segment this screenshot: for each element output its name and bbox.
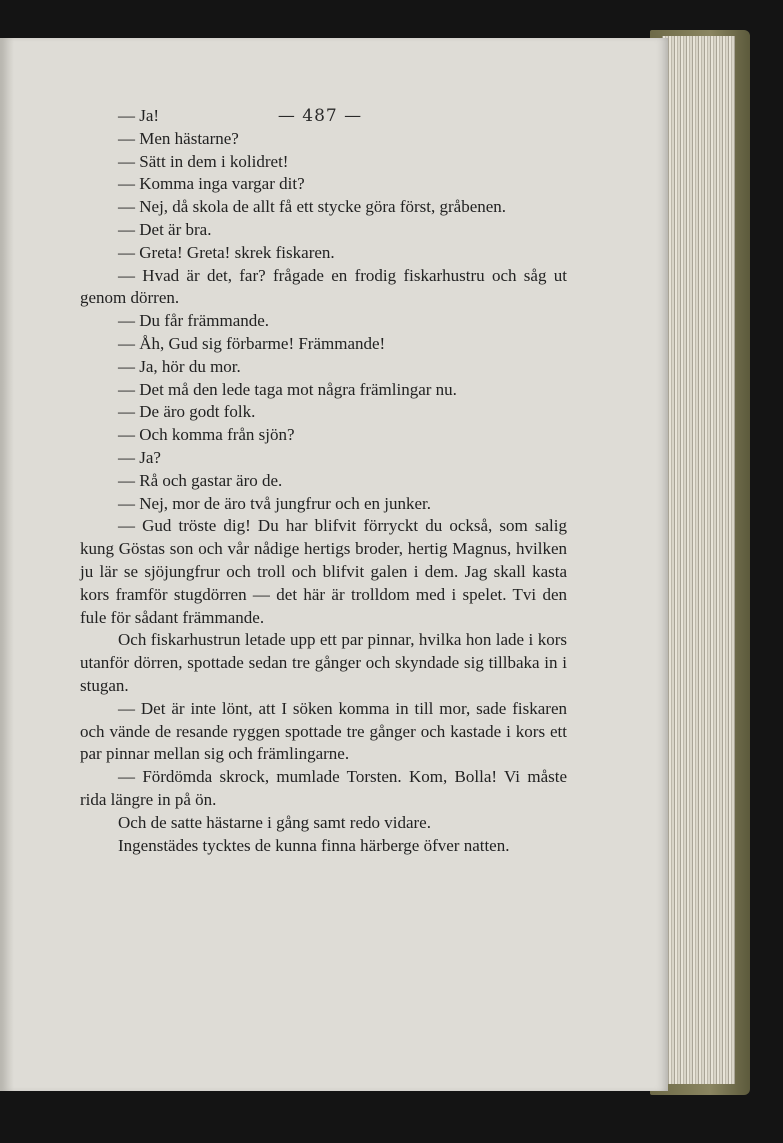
dialogue-line: — Ja?: [118, 447, 161, 467]
dialogue-line: — Ja, hör du mor.: [118, 356, 241, 376]
dialogue-line: — De äro godt folk.: [118, 402, 256, 422]
dialogue-line: — Gud tröste dig! Du har blifvit förryckt du också, som salig kung Göstas son och vår nådige hertigs broder, hertig Magnus, hvilken ju lär se sjöjungfrur och troll och blifvit galen i dem. Jag skall kasta kors framför stugdörren — det här är trolldom med i spelet. Tvi den fule för sådant främmande.: [80, 516, 567, 627]
dialogue-line: — Det är inte lönt, att I söken komma in till mor, sade fiskaren och vände de resande ryggen spottade tre gånger och kastade i kors ett par pinnar mellan sig och främlingarne.: [80, 698, 567, 764]
dialogue-line: — Komma inga vargar dit?: [118, 174, 305, 194]
page-number: — 487 —: [277, 106, 363, 126]
dialogue-line: — Hvad är det, far? frågade en frodig fiskarhustru och såg ut genom dörren.: [80, 265, 567, 308]
dialogue-line: — Men hästarne?: [118, 128, 239, 148]
page-edges: [662, 36, 735, 1084]
dialogue-line: — Du får främmande.: [118, 311, 270, 331]
page-text: [80, 105, 567, 857]
dialogue-line: — Rå och gastar äro de.: [118, 470, 283, 490]
dialogue-line: — Greta! Greta! skrek fiskaren.: [118, 242, 335, 262]
dialogue-line: — Åh, Gud sig förbarme! Främmande!: [118, 333, 386, 353]
dialogue-line: — Fördömda skrock, mumlade Torsten. Kom, Bolla! Vi måste rida längre in på ön.: [80, 767, 567, 809]
narrative-paragraph: Ingenstädes tycktes de kunna finna härberge öfver natten.: [118, 835, 510, 855]
dialogue-line: — Sätt in dem i kolidret!: [118, 151, 289, 171]
dialogue-line: — Nej, då skola de allt få ett stycke göra först, gråbenen.: [118, 197, 507, 217]
dialogue-line: — Det må den lede taga mot några främlingar nu.: [118, 379, 457, 399]
narrative-paragraph: Och fiskarhustrun letade upp ett par pinnar, hvilka hon lade i kors utanför dörren, spottade sedan tre gånger och skyndade sig tillbaka in i stugan.: [80, 630, 567, 695]
dialogue-line: — Och komma från sjön?: [118, 425, 295, 445]
narrative-paragraph: Och de satte hästarne i gång samt redo vidare.: [118, 812, 431, 832]
dialogue-line: — Nej, mor de äro två jungfrur och en junker.: [118, 493, 431, 513]
dialogue-line: — Det är bra.: [118, 219, 212, 239]
dialogue-line: — Ja!: [118, 106, 160, 125]
